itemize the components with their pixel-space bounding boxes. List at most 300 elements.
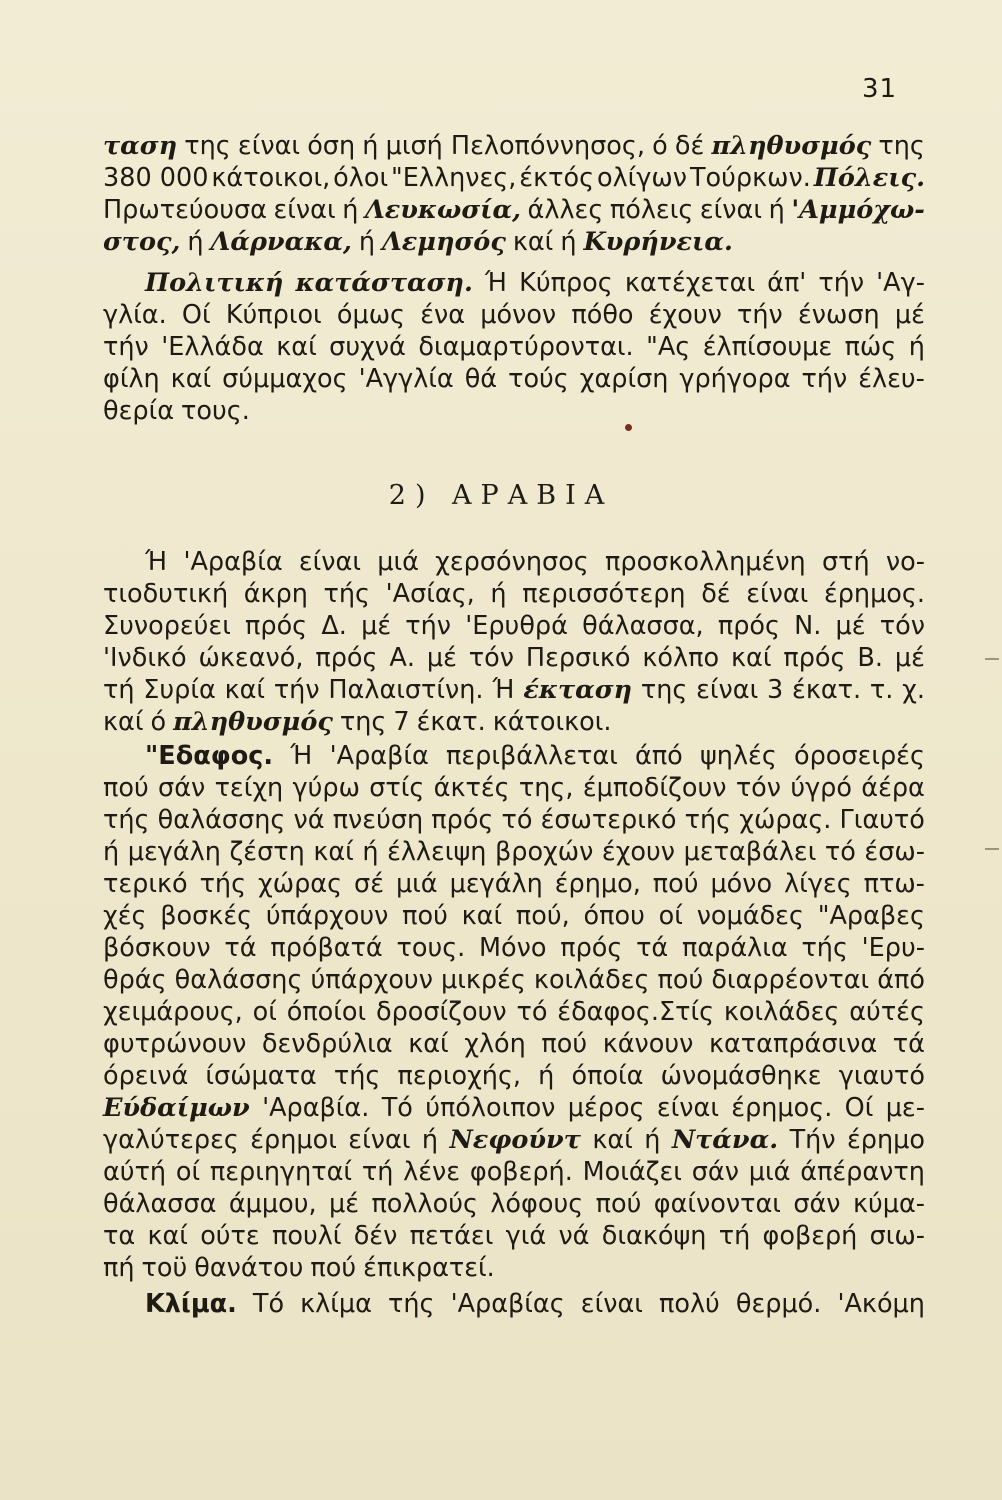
word: ή	[560, 227, 577, 257]
word: τό	[824, 837, 856, 867]
text-line	[103, 674, 925, 706]
word: Γιαυτό	[839, 805, 925, 835]
word: δενδρύλια	[261, 1029, 393, 1059]
word: Ή	[290, 741, 313, 771]
word: τους.	[396, 933, 466, 963]
word: τά	[224, 933, 257, 963]
text-line	[103, 1220, 925, 1252]
word: κάνουν	[602, 1029, 694, 1059]
word: χειμάρους,	[103, 997, 243, 1027]
word: πετάει	[409, 1221, 494, 1251]
word: τής	[388, 1289, 435, 1319]
word: όση	[307, 131, 356, 161]
word: θερμό.	[735, 1289, 822, 1319]
word: πού	[541, 1029, 588, 1059]
word: μεγάλη	[449, 869, 543, 899]
word: είναι	[696, 675, 759, 705]
word: είναι	[298, 547, 361, 577]
word: κατέχεται	[624, 268, 756, 298]
word: ή	[362, 837, 379, 867]
word: Κυρήνεια.	[583, 227, 733, 257]
word: πουλί	[271, 1221, 342, 1251]
word: παράλια	[682, 933, 788, 963]
word: ένα	[420, 300, 466, 330]
word: κοιλάδες	[533, 965, 650, 995]
word: γιά	[505, 1221, 547, 1251]
word: Οί	[181, 300, 211, 330]
word: περιβάλλεται	[446, 741, 618, 771]
word: άπέραντη	[800, 1157, 925, 1187]
cyprus-text-block	[103, 130, 925, 427]
text-line	[103, 996, 925, 1028]
text-line	[103, 299, 925, 331]
word: καί	[147, 1221, 188, 1251]
word: πού	[310, 1253, 357, 1283]
word: λίγες	[784, 869, 852, 899]
word: "Αραβες	[817, 901, 925, 931]
word: γιαυτό	[838, 1061, 925, 1091]
word: νά	[558, 1221, 590, 1251]
word: τ.	[869, 675, 894, 705]
word: θράς	[103, 965, 167, 995]
word: θαλάσσης	[157, 805, 286, 835]
word: καί	[461, 901, 503, 931]
word: δέ	[701, 579, 731, 609]
word: ή	[908, 332, 925, 362]
word: μιά	[395, 869, 438, 899]
word: Πόλεις.	[813, 163, 925, 193]
word: είναι	[746, 579, 809, 609]
word: καί	[730, 643, 772, 673]
text-line	[103, 546, 925, 578]
word: όμως	[336, 300, 406, 330]
word: θαλάσσης	[174, 965, 303, 995]
word: φίλη	[103, 364, 160, 394]
word: μισή Πελοπόννησος,	[385, 131, 645, 161]
word: "Ελληνες,	[391, 163, 517, 193]
word: 'Ερυθρά	[465, 611, 568, 641]
word: περιηγηταί	[209, 1157, 353, 1187]
word: γλία.	[103, 300, 167, 330]
text-line	[103, 1156, 925, 1188]
word: τής	[199, 869, 247, 899]
word: χώρας	[258, 869, 343, 899]
word: Λεμησός	[382, 227, 506, 257]
word: χώρας.	[739, 805, 832, 835]
word: πρόβατά	[270, 933, 383, 963]
word: έχουν	[601, 837, 676, 867]
word: άέρα	[861, 773, 925, 803]
word: καταπράσινα	[708, 1029, 878, 1059]
word: τής	[333, 1061, 381, 1091]
word: ένωση	[797, 300, 880, 330]
word: της	[339, 707, 387, 737]
word: μόνον	[480, 300, 557, 330]
text-line	[103, 900, 925, 932]
word: έρημοι	[250, 1125, 337, 1155]
text-line	[103, 130, 925, 162]
word: της	[878, 131, 925, 161]
text-line	[103, 1288, 925, 1320]
word: αύτή	[103, 1157, 167, 1187]
word: τή	[361, 1157, 394, 1187]
word: τήν	[103, 332, 149, 362]
word: πολύ	[658, 1289, 720, 1319]
word: καί	[276, 332, 317, 362]
word: γύρω	[292, 773, 360, 803]
word: έρημος.	[731, 1093, 833, 1123]
word: ή	[490, 579, 507, 609]
word: καί	[408, 1029, 449, 1059]
word: μέ	[426, 643, 457, 673]
word: μέ	[361, 611, 392, 641]
word: έλλειψη	[387, 837, 487, 867]
word: τής	[323, 579, 371, 609]
word: τά	[636, 933, 669, 963]
text-line	[103, 964, 925, 996]
word: Μοιάζει	[582, 1157, 682, 1187]
word: χερσόνησος	[435, 547, 589, 577]
word: τούς	[508, 364, 569, 394]
word: 'Ακόμη	[837, 1289, 925, 1319]
word: τοϋ	[141, 1253, 188, 1283]
word: τήν	[405, 611, 452, 641]
word: σύμμαχος	[222, 364, 348, 394]
word: δέ	[674, 131, 705, 161]
word: ή	[421, 1125, 439, 1155]
word: όροσειρές	[794, 741, 925, 771]
word: Τούρκων.	[689, 163, 811, 193]
word: 'Αμμόχω-	[791, 195, 925, 225]
word: χαρίση	[579, 364, 669, 394]
word: έσω-	[864, 837, 925, 867]
text-line	[103, 331, 925, 363]
word: άκρη	[243, 579, 308, 609]
word: κύμα-	[852, 1189, 925, 1219]
word: καί	[313, 837, 354, 867]
word: ή	[358, 227, 376, 257]
word: ολίγων	[596, 163, 687, 193]
word: πρός	[315, 643, 378, 673]
arabia-text-block	[103, 546, 925, 1320]
word: 380 000	[103, 163, 209, 193]
word: φοβερή	[762, 1221, 858, 1251]
word: περιοχής,	[397, 1061, 522, 1091]
text-line	[103, 395, 925, 427]
word: Εύδαίμων	[103, 1093, 250, 1123]
text-line	[103, 610, 925, 642]
word: πόλεις	[609, 195, 694, 225]
word: "Ας	[646, 332, 691, 362]
word: τή	[718, 1221, 751, 1251]
word: κοιλάδες	[723, 997, 840, 1027]
word: τους.	[181, 396, 250, 426]
text-line	[103, 194, 925, 226]
word: πού	[402, 901, 448, 931]
word: Περσικό	[525, 643, 631, 673]
page-number: 31	[862, 74, 898, 104]
word: πολλούς	[371, 1189, 478, 1219]
word: Κύπρος	[519, 268, 613, 298]
word: φοβερή.	[469, 1157, 573, 1187]
word: δροσίζουν	[375, 997, 507, 1027]
word: γρήγορα	[679, 364, 791, 394]
word: πρός	[783, 643, 846, 673]
word: σιω-	[869, 1221, 925, 1251]
word: 'Αραβίας	[450, 1289, 565, 1319]
text-line	[103, 226, 925, 258]
word: Κύπριοι	[225, 300, 322, 330]
text-line	[103, 1124, 925, 1156]
word: όρεινά	[103, 1061, 189, 1091]
word: θάλασσα,	[582, 611, 704, 641]
word: μέρος	[567, 1093, 645, 1123]
word: όλοι	[333, 163, 389, 193]
word: ψηλές	[699, 741, 777, 771]
word: νά	[293, 805, 325, 835]
word: τήν	[737, 300, 783, 330]
word: μικρές	[441, 965, 526, 995]
word: πτω-	[863, 869, 925, 899]
word: τήν	[818, 268, 865, 298]
word: ύπάρχουν	[265, 901, 389, 931]
word: έρημος.	[823, 579, 925, 609]
word: περισσότερη	[522, 579, 686, 609]
word: λόφους	[490, 1189, 584, 1219]
word: ή	[103, 837, 120, 867]
word: ό	[652, 131, 668, 161]
word: πώς	[844, 332, 897, 362]
word: κατάσταση.	[295, 268, 473, 298]
word: Τό	[252, 1289, 285, 1319]
word: χές	[103, 901, 147, 931]
word: 'Ερυ-	[861, 933, 925, 963]
word: 'Αγ-	[876, 268, 925, 298]
word: όποία	[571, 1061, 644, 1091]
word: αύτές	[849, 997, 925, 1027]
word: ζέστη	[229, 837, 305, 867]
word: οί	[252, 997, 277, 1027]
word: βοσκές	[160, 901, 253, 931]
word: είναι	[237, 131, 301, 161]
word: Οί	[844, 1093, 874, 1123]
word: Ντάνα.	[671, 1125, 779, 1155]
word: Λάρνακα,	[210, 227, 352, 257]
word: τή	[103, 675, 135, 705]
word: έπικρατεί.	[363, 1253, 495, 1283]
text-line	[103, 804, 925, 836]
word: μιά	[748, 1157, 791, 1187]
word: μιά	[377, 547, 419, 577]
word: Παλαιστίνη.	[328, 675, 484, 705]
word: ή	[187, 227, 204, 257]
word: Τήν	[789, 1125, 836, 1155]
word: καί	[103, 707, 144, 737]
word: 'Ινδικό	[103, 643, 187, 673]
text-line	[103, 1252, 925, 1284]
word: πού	[595, 1189, 642, 1219]
word: κόλπο	[642, 643, 720, 673]
word: έμποδίζουν	[582, 773, 727, 803]
word: ώκεανό,	[198, 643, 304, 673]
word: διακόψη	[601, 1221, 707, 1251]
word: έλευ-	[858, 364, 925, 394]
margin-tick	[985, 848, 999, 850]
word: Μόνο	[479, 933, 547, 963]
word: Λευκωσία,	[364, 195, 521, 225]
text-line	[103, 162, 925, 194]
word: έχουν	[648, 300, 722, 330]
word: Ν.	[794, 611, 822, 641]
word: καί	[512, 227, 554, 257]
word: πληθυσμός	[173, 707, 333, 737]
word: ή	[644, 1125, 661, 1155]
word: της	[640, 675, 688, 705]
word: άπό	[635, 741, 683, 771]
word: τόν	[735, 773, 782, 803]
word: τερικό	[103, 869, 188, 899]
text-line	[103, 267, 925, 299]
text-line	[103, 1060, 925, 1092]
word: φαίνονται	[653, 1189, 781, 1219]
text-line	[103, 836, 925, 868]
word: βόσκουν	[103, 933, 211, 963]
word: ή	[768, 195, 785, 225]
word: τιοδυτική	[103, 579, 229, 609]
word: Συνορεύει	[103, 611, 231, 641]
word: καί	[224, 675, 266, 705]
word: καί	[170, 364, 212, 394]
word: είναι	[348, 1125, 411, 1155]
word: τα	[103, 1221, 136, 1251]
word: οί	[658, 901, 683, 931]
word: τό	[501, 805, 533, 835]
word: πρός	[717, 611, 780, 641]
word: πού	[103, 773, 149, 803]
word: Ή	[145, 547, 168, 577]
word: θερία	[103, 396, 175, 426]
word: 'Ασίας,	[385, 579, 475, 609]
word: θανάτου	[194, 1253, 304, 1283]
word: τήν	[801, 364, 848, 394]
word: Δ.	[321, 611, 347, 641]
word: Ή	[492, 675, 515, 705]
word: οί	[175, 1157, 201, 1187]
word: Α.	[389, 643, 415, 673]
word: σάν	[158, 773, 206, 803]
text-line	[103, 1188, 925, 1220]
word: προσκολλημένη	[605, 547, 806, 577]
word: άλλες	[527, 195, 604, 225]
word: άμμου,	[228, 1189, 317, 1219]
word: ό	[150, 707, 167, 737]
word: βροχών	[494, 837, 594, 867]
text-line	[103, 706, 925, 738]
word: Πολιτική	[145, 268, 284, 298]
word: 'Αραβία	[183, 547, 283, 577]
word: Κλίμα.	[145, 1289, 237, 1319]
word: έρημο,	[554, 869, 641, 899]
text-line	[103, 740, 925, 772]
word: τό	[516, 997, 548, 1027]
word: έκατ.	[416, 707, 486, 737]
word: σάν	[793, 1189, 841, 1219]
word: σέ	[354, 869, 384, 899]
text-line	[103, 932, 925, 964]
word: πού	[657, 965, 704, 995]
word: Β.	[857, 643, 883, 673]
word: κάτοικοι.	[492, 707, 612, 737]
word: 3	[767, 675, 784, 705]
word: πού	[652, 869, 699, 899]
word: τής	[801, 933, 848, 963]
word: στος,	[103, 227, 181, 257]
word: Τό	[381, 1093, 413, 1123]
word: έκτός	[519, 163, 595, 193]
word: έρημο	[847, 1125, 925, 1155]
word: διαρρέονται	[711, 965, 870, 995]
word: μέ	[894, 643, 925, 673]
word: όπου	[583, 901, 645, 931]
word: φυτρώνουν	[103, 1029, 247, 1059]
word: ή	[342, 195, 359, 225]
word: άπό	[877, 965, 925, 995]
word: διαμαρτύρονται.	[418, 332, 634, 362]
word: Πρωτεύουσα	[103, 195, 267, 225]
word: πή	[103, 1253, 135, 1283]
word: πού,	[515, 901, 570, 931]
section-heading: 2) ΑΡΑΒΙΑ	[388, 480, 614, 511]
word: έκατ.	[792, 675, 862, 705]
text-line	[103, 772, 925, 804]
word: μέ	[329, 1189, 360, 1219]
word: "Εδαφος.	[145, 741, 274, 771]
word: Συρία	[143, 675, 216, 705]
word: μεταβάλει	[683, 837, 817, 867]
word: 'Αραβία	[329, 741, 429, 771]
word: θά	[464, 364, 498, 394]
word: τόν	[879, 611, 925, 641]
word: συχνά	[329, 332, 406, 362]
word: γαλύτερες	[103, 1125, 239, 1155]
word: είναι	[656, 1093, 719, 1123]
word: ίσώματα	[205, 1061, 317, 1091]
word: στή	[821, 547, 870, 577]
text-line	[103, 1092, 925, 1124]
word: καί	[592, 1125, 633, 1155]
word: ύπάρχουν	[310, 965, 433, 995]
text-line	[103, 578, 925, 610]
word: 'Αραβία.	[262, 1093, 370, 1123]
word: τόν	[468, 643, 514, 673]
text-line	[103, 363, 925, 395]
word: πρός	[245, 611, 308, 641]
word: τής	[103, 805, 150, 835]
word: της,	[518, 773, 574, 803]
word: της	[184, 131, 231, 161]
word: στίς	[369, 773, 425, 803]
word: νομάδες	[696, 901, 804, 931]
word: είναι	[273, 195, 336, 225]
word: πνεύση	[332, 805, 424, 835]
text-line	[103, 868, 925, 900]
word: μόνο	[710, 869, 773, 899]
word: μέ	[894, 300, 925, 330]
word: είναι	[580, 1289, 643, 1319]
word: τά	[892, 1029, 925, 1059]
word: ταση	[103, 131, 178, 161]
word: κάτοικοι,	[211, 163, 331, 193]
